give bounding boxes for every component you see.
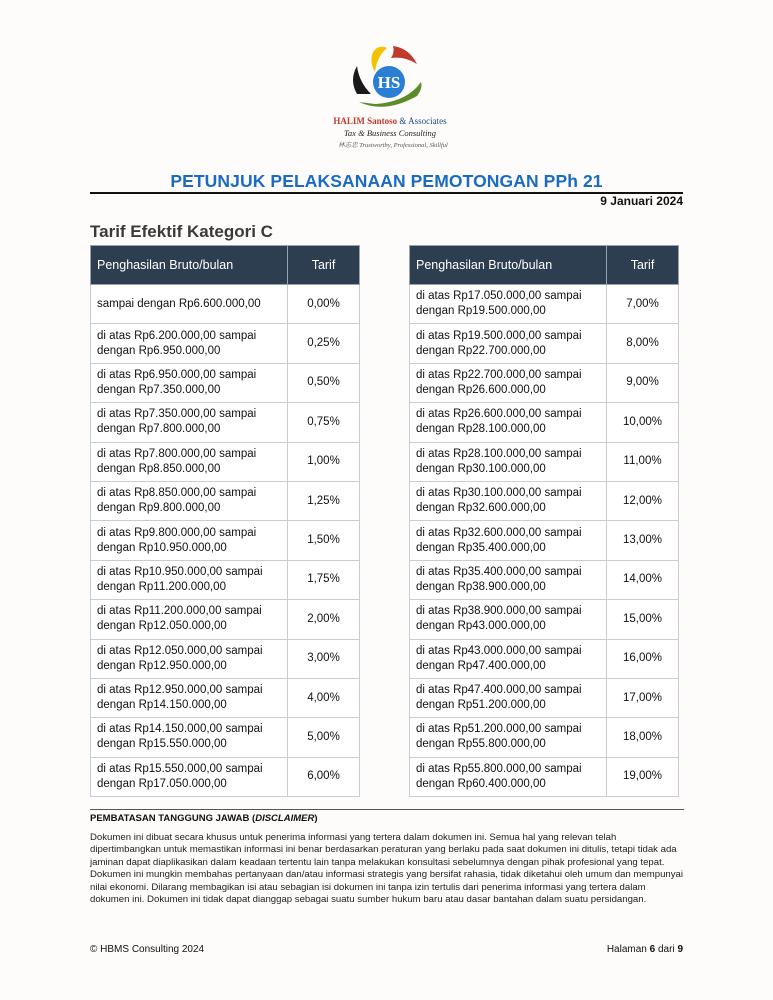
column-header-rate: Tarif (607, 246, 679, 285)
page-total: 9 (677, 944, 683, 955)
rate-cell: 0,25% (288, 324, 360, 363)
income-cell: di atas Rp43.000.000,00 sampai dengan Rp47.400.000,00 (410, 639, 607, 678)
table-row (91, 481, 360, 520)
page-mid: dari (657, 944, 675, 955)
table-row (410, 324, 679, 363)
income-cell: di atas Rp38.900.000,00 sampai dengan Rp43.000.000,00 (410, 600, 607, 639)
column-header-rate: Tarif (288, 246, 360, 285)
income-cell: di atas Rp6.200.000,00 sampai dengan Rp6.950.000,00 (91, 324, 288, 363)
table-row (91, 363, 360, 402)
page-title: PETUNJUK PELAKSANAAN PEMOTONGAN PPh 21 (170, 171, 603, 191)
income-cell: di atas Rp11.200.000,00 sampai dengan Rp12.050.000,00 (91, 600, 288, 639)
rate-cell: 15,00% (607, 600, 679, 639)
income-cell: di atas Rp12.050.000,00 sampai dengan Rp12.950.000,00 (91, 639, 288, 678)
rate-table-right (409, 245, 679, 797)
income-cell: di atas Rp6.950.000,00 sampai dengan Rp7.350.000,00 (91, 363, 288, 402)
rate-cell: 6,00% (288, 757, 360, 796)
document-date: 9 Januari 2024 (600, 194, 683, 208)
firm-tagline: 林志忠 Trustworthy, Professional, Skillful (338, 142, 448, 149)
income-cell: di atas Rp22.700.000,00 sampai dengan Rp26.600.000,00 (410, 363, 607, 402)
rate-cell: 10,00% (607, 403, 679, 442)
table-header-row (91, 246, 360, 285)
table-row (91, 600, 360, 639)
table-row (91, 639, 360, 678)
table-row (91, 678, 360, 717)
rate-cell: 9,00% (607, 363, 679, 402)
rate-cell: 1,75% (288, 560, 360, 599)
income-cell: di atas Rp32.600.000,00 sampai dengan Rp35.400.000,00 (410, 521, 607, 560)
table-row (410, 678, 679, 717)
disclaimer-title-prefix: PEMBATASAN TANGGUNG JAWAB ( (90, 813, 256, 824)
income-cell: di atas Rp7.350.000,00 sampai dengan Rp7.800.000,00 (91, 403, 288, 442)
table-row (410, 757, 679, 796)
income-cell: di atas Rp8.850.000,00 sampai dengan Rp9.800.000,00 (91, 481, 288, 520)
income-cell: di atas Rp12.950.000,00 sampai dengan Rp14.150.000,00 (91, 678, 288, 717)
income-cell: di atas Rp51.200.000,00 sampai dengan Rp55.800.000,00 (410, 718, 607, 757)
income-cell: di atas Rp30.100.000,00 sampai dengan Rp32.600.000,00 (410, 481, 607, 520)
income-cell: di atas Rp19.500.000,00 sampai dengan Rp22.700.000,00 (410, 324, 607, 363)
income-cell: di atas Rp14.150.000,00 sampai dengan Rp15.550.000,00 (91, 718, 288, 757)
disclaimer-divider (90, 809, 684, 810)
firm-name-2: Santoso (367, 116, 398, 126)
rate-cell: 1,50% (288, 521, 360, 560)
income-cell: di atas Rp9.800.000,00 sampai dengan Rp10.950.000,00 (91, 521, 288, 560)
income-cell: di atas Rp55.800.000,00 sampai dengan Rp60.400.000,00 (410, 757, 607, 796)
disclaimer-body: Dokumen ini dibuat secara khusus untuk penerima informasi yang tertera dalam dokumen ini. Semua hal yang relevan telah dipertimbangkan untuk memastikan informasi ini benar berdasarkan peraturan yang berlaku pada saat dokumen ini ditulis, tetapi tidak ada jaminan dapat diaplikasikan dalam keadaan tertentu lain tanpa melakukan konsultasi sebelumnya dengan pihak profesional yang tepat. Dokumen ini mungkin membahas pertanyaan dan/atau informasi strategis yang bersifat rahasia, tidak diketahui oleh umum dan mempunyai nilai ekonomi. Dilarang membagikan isi atau sebagian isi dokumen ini tanpa izin tertulis dari penerima informasi yang tertera dalam dokumen ini. Dokumen ini tidak dapat dianggap sebagai suatu sumber hukum baru atau dasar bantahan dalam suatu persidangan. (90, 832, 684, 906)
rate-cell: 18,00% (607, 718, 679, 757)
title-divider (90, 192, 683, 194)
disclaimer-title-suffix: ) (314, 813, 318, 824)
table-row (410, 639, 679, 678)
table-row (410, 521, 679, 560)
rate-cell: 19,00% (607, 757, 679, 796)
table-row (91, 757, 360, 796)
rate-cell: 14,00% (607, 560, 679, 599)
company-logo (320, 44, 460, 154)
table-row (410, 442, 679, 481)
income-cell: di atas Rp15.550.000,00 sampai dengan Rp17.050.000,00 (91, 757, 288, 796)
logo-emblem-icon (345, 44, 435, 116)
column-header-income: Penghasilan Bruto/bulan (410, 246, 607, 285)
page-prefix: Halaman (606, 944, 647, 955)
rate-cell: 4,00% (288, 678, 360, 717)
firm-name-1: HALIM (333, 116, 365, 126)
table-row (410, 560, 679, 599)
income-cell: di atas Rp7.800.000,00 sampai dengan Rp8.850.000,00 (91, 442, 288, 481)
rate-cell: 12,00% (607, 481, 679, 520)
firm-name (320, 116, 460, 126)
firm-subtitle: Tax & Business Consulting (343, 128, 437, 138)
disclaimer-title (90, 813, 318, 824)
disclaimer-title-italic: DISCLAIMER (255, 813, 315, 824)
rate-cell: 17,00% (607, 678, 679, 717)
income-cell: di atas Rp47.400.000,00 sampai dengan Rp51.200.000,00 (410, 678, 607, 717)
income-cell: sampai dengan Rp6.600.000,00 (91, 285, 288, 324)
logo-letters: HS (377, 73, 401, 92)
rate-cell: 0,00% (288, 285, 360, 324)
rate-cell: 2,00% (288, 600, 360, 639)
firm-name-3: & Associates (399, 116, 447, 126)
rate-cell: 11,00% (607, 442, 679, 481)
income-cell: di atas Rp35.400.000,00 sampai dengan Rp38.900.000,00 (410, 560, 607, 599)
table-row (410, 718, 679, 757)
table-row (91, 324, 360, 363)
table-row (410, 363, 679, 402)
income-cell: di atas Rp26.600.000,00 sampai dengan Rp28.100.000,00 (410, 403, 607, 442)
table-row (91, 403, 360, 442)
section-title: Tarif Efektif Kategori C (90, 222, 273, 241)
table-row (91, 442, 360, 481)
rate-cell: 16,00% (607, 639, 679, 678)
table-row (410, 403, 679, 442)
table-row (91, 718, 360, 757)
income-cell: di atas Rp10.950.000,00 sampai dengan Rp11.200.000,00 (91, 560, 288, 599)
rate-cell: 8,00% (607, 324, 679, 363)
footer-page-number (607, 944, 683, 955)
column-header-income: Penghasilan Bruto/bulan (91, 246, 288, 285)
rate-cell: 5,00% (288, 718, 360, 757)
page-current: 6 (649, 944, 656, 955)
footer-copyright: © HBMS Consulting 2024 (90, 944, 205, 955)
rate-cell: 0,75% (288, 403, 360, 442)
table-row (410, 285, 679, 324)
table-row (410, 600, 679, 639)
rate-cell: 1,25% (288, 481, 360, 520)
rate-cell: 3,00% (288, 639, 360, 678)
rate-cell: 13,00% (607, 521, 679, 560)
rate-cell: 0,50% (288, 363, 360, 402)
table-row (91, 560, 360, 599)
table-row (91, 285, 360, 324)
income-cell: di atas Rp28.100.000,00 sampai dengan Rp30.100.000,00 (410, 442, 607, 481)
income-cell: di atas Rp17.050.000,00 sampai dengan Rp19.500.000,00 (410, 285, 607, 324)
rate-cell: 1,00% (288, 442, 360, 481)
table-header-row (410, 246, 679, 285)
table-row (91, 521, 360, 560)
table-row (410, 481, 679, 520)
rate-cell: 7,00% (607, 285, 679, 324)
rate-table-left (90, 245, 360, 797)
